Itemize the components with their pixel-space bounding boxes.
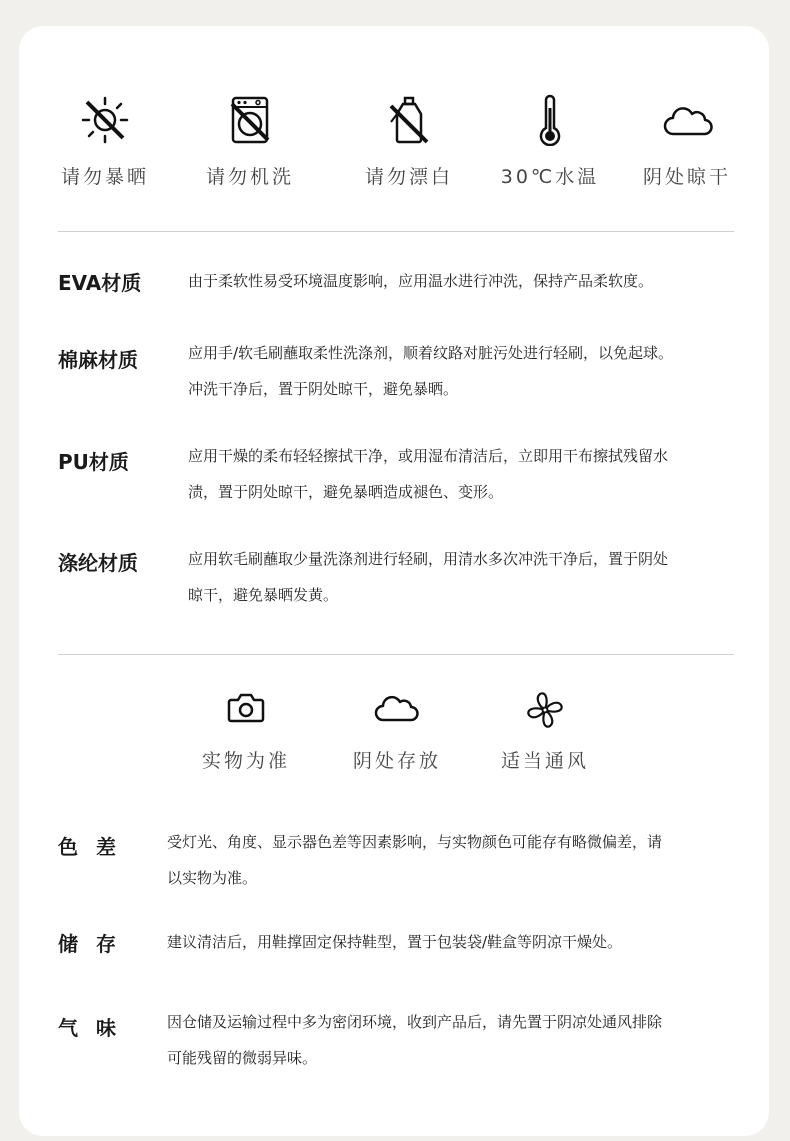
material-title: EVA材质 xyxy=(58,271,142,295)
note-title: 色差 xyxy=(58,835,134,859)
care-item-water-temp xyxy=(495,94,605,189)
care-label-shade-dry: 阴处晾干 xyxy=(642,166,731,188)
material-text-line: 应用手/软毛刷蘸取柔性洗涤剂，顺着纹路对脏污处进行轻刷，以免起球。 xyxy=(188,344,674,362)
care-label-no-machine-wash: 请勿机洗 xyxy=(205,166,294,188)
care-item-shade-dry xyxy=(632,94,742,189)
care-label-water-temp: 30℃水温 xyxy=(500,166,600,188)
material-text-line: 冲洗干净后，置于阴处晾干，避免暴晒。 xyxy=(188,380,459,398)
notice-label-ventilation: 适当通风 xyxy=(500,750,589,772)
material-text-line: 应用干燥的柔布轻轻擦拭干净，或用湿布清洁后，立即用干布擦拭残留水 xyxy=(188,447,669,465)
divider-top xyxy=(58,231,734,232)
material-title: 棉麻材质 xyxy=(58,348,138,372)
material-title: PU材质 xyxy=(58,450,129,474)
care-card xyxy=(19,26,769,1136)
care-item-no-machine-wash xyxy=(195,94,305,189)
note-text-line: 建议清洁后，用鞋撑固定保持鞋型，置于包装袋/鞋盒等阴凉干燥处。 xyxy=(167,933,623,951)
fan-icon xyxy=(525,690,565,730)
care-label-no-sun: 请勿暴晒 xyxy=(60,166,149,188)
no-bleach-icon xyxy=(383,94,435,146)
material-title: 涤纶材质 xyxy=(58,551,138,575)
no-machine-wash-icon xyxy=(224,94,276,146)
notice-label-actual-product: 实物为准 xyxy=(201,750,290,772)
note-title: 气味 xyxy=(58,1016,134,1040)
note-text-line: 因仓储及运输过程中多为密闭环境，收到产品后，请先置于阴凉处通风排除 xyxy=(167,1013,663,1031)
divider-middle xyxy=(58,654,734,655)
material-text-line: 应用软毛刷蘸取少量洗涤剂进行轻刷，用清水多次冲洗干净后，置于阴处 xyxy=(188,550,669,568)
notice-label-shade-storage: 阴处存放 xyxy=(352,750,441,772)
material-text-line: 由于柔软性易受环境温度影响，应用温水进行冲洗，保持产品柔软度。 xyxy=(188,272,654,290)
no-sun-icon xyxy=(79,94,131,146)
note-text-line: 以实物为准。 xyxy=(167,869,258,887)
note-title: 储存 xyxy=(58,932,134,956)
notice-item-actual-product xyxy=(191,690,301,773)
notice-item-shade-storage xyxy=(342,690,452,773)
cloud-icon xyxy=(374,690,420,726)
care-item-no-sun xyxy=(50,94,160,189)
notice-item-ventilation xyxy=(490,690,600,773)
thermometer-icon xyxy=(524,94,576,146)
care-label-no-bleach: 请勿漂白 xyxy=(364,166,453,188)
material-text-line: 渍，置于阴处晾干，避免暴晒造成褪色、变形。 xyxy=(188,483,504,501)
care-item-no-bleach xyxy=(354,94,464,189)
material-text-line: 晾干，避免暴晒发黄。 xyxy=(188,586,339,604)
note-text-line: 可能残留的微弱异味。 xyxy=(167,1049,318,1067)
note-text-line: 受灯光、角度、显示器色差等因素影响，与实物颜色可能存有略微偏差，请 xyxy=(167,833,663,851)
cloud-icon xyxy=(661,94,713,146)
camera-icon xyxy=(226,690,266,726)
